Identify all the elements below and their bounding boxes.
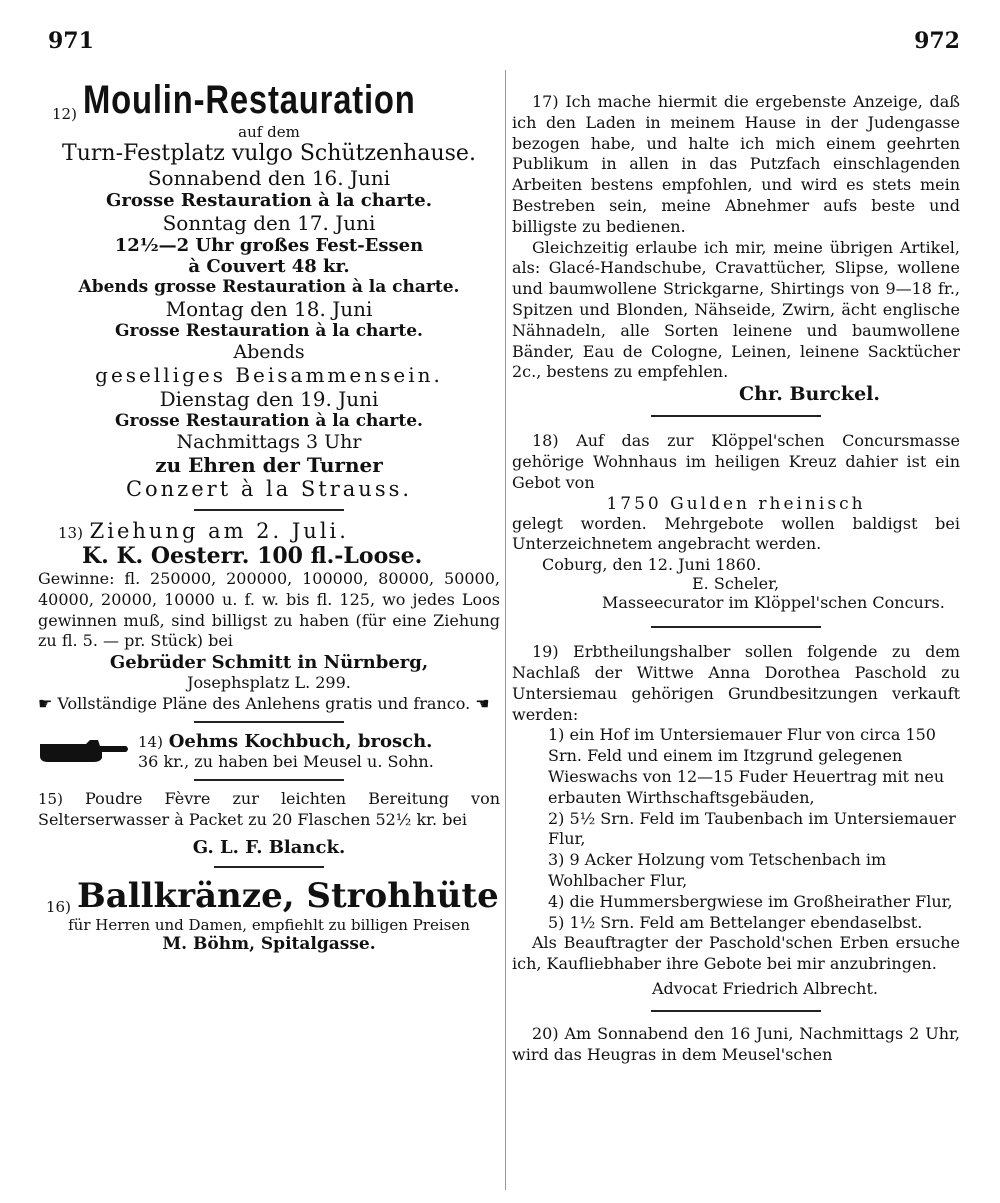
ad-amount: 1750 Gulden rheinisch (606, 493, 866, 514)
ad-paragraph: 19) Erbtheilungshalber sollen folgende zu dem Nachlaß der Wittwe Anna Dorothea Paschold zu Untersiemau gehörigen Grundbesitzungen verkauft werden: (512, 642, 960, 724)
ad-paragraph: Als Beauftragter der Paschold'schen Erben ersuche ich, Kaufliebhaber ihre Gebote bei mir anzubringen. (512, 933, 960, 974)
list-item: 1) ein Hof im Untersiemauer Flur von circa 150 Srn. Feld und einem im Itzgrund gelegenen Wieswachs von 12—15 Fuder Heuertrag mit neu erbauten Wirthschaftsgebäuden, (548, 725, 945, 807)
ad-line: 36 kr., zu haben bei Meusel u. Sohn. (138, 752, 434, 772)
list-item: 4) die Hummersbergwiese im Großheirather Flur, (548, 891, 953, 911)
ad-19 (512, 642, 960, 998)
seller-name: G. L. F. Blanck. (192, 836, 346, 858)
ad-18 (512, 431, 960, 612)
seller-address: Josephsplatz L. 299. (187, 673, 351, 693)
ad-number: 13) (58, 524, 83, 542)
ad-17 (512, 92, 960, 405)
ad-note: Vollständige Pläne des Anlehens gratis und franco. (57, 694, 471, 714)
ad-line: Montag den 18. Juni (165, 297, 373, 321)
ad-line: Dienstag den 19. Juni (159, 387, 379, 411)
ad-heading: Ziehung am 2. Juli. (89, 519, 349, 543)
ad-16 (38, 876, 500, 954)
ad-paragraph: gelegt worden. Mehrgebote wollen baldigst bei Unterzeichnetem angebracht werden. (512, 513, 960, 554)
ad-signature: E. Scheler, (692, 574, 780, 594)
ad-number: 14) (138, 733, 163, 752)
ad-line: à Couvert 48 kr. (188, 256, 350, 277)
separator (214, 866, 324, 868)
ad-title: Moulin-Restauration (82, 78, 416, 122)
ad-line: Abends (233, 341, 305, 363)
ad-line: Conzert à la Strauss. (125, 477, 413, 501)
ad-signature: Advocat Friedrich Albrecht. (652, 978, 878, 998)
ad-paragraph: 18) Auf das zur Klöppel'schen Concursmasse gehörige Wohnhaus im heiligen Kreuz dahier ist ein Gebot von (512, 431, 960, 492)
ad-line: Sonnabend den 16. Juni (147, 166, 391, 190)
ad-20 (512, 1024, 960, 1066)
ad-line: auf dem (238, 123, 300, 141)
ad-number: 15) (38, 790, 63, 809)
left-column (38, 78, 500, 954)
list-item: 5) 1½ Srn. Feld am Bettelanger ebendaselbst. (548, 912, 923, 932)
separator (651, 1010, 821, 1012)
ad-subheading: K. K. Oesterr. 100 fl.-Loose. (82, 543, 423, 569)
ad-body: Gewinne: fl. 250000, 200000, 100000, 80000, 50000, 40000, 20000, 10000 u. f. w. bis fl. 125, wo jedes Loos gewinnen muß, sind billigst zu haben (für eine Ziehung zu fl. 5. — pr. Stück) bei (38, 569, 500, 651)
list-item: 2) 5½ Srn. Feld im Taubenbach im Untersiemauer Flur, (548, 808, 956, 849)
seller-name: Gebrüder Schmitt in Nürnberg, (109, 652, 429, 674)
ad-paragraph: 17) Ich mache hiermit die ergebenste Anzeige, daß ich den Laden in meinem Hause in der Judengasse bezogen habe, und halte ich mich einem geehrten Publikum in allen in das Putzfach einschlagenden Arbeiten bestens empfohlen, und wird es stets mein Bestreben sein, meine Abnehmer aufs beste und billigste zu bedienen. (512, 92, 960, 236)
pointing-hand-icon (38, 738, 130, 764)
ad-line: Oehms Kochbuch, brosch. (168, 731, 433, 753)
ad-14 (38, 731, 500, 771)
ad-number: 16) (46, 897, 71, 916)
ad-12 (38, 78, 500, 501)
ad-line: Grosse Restauration à la charte. (115, 321, 423, 341)
ad-paragraph: 20) Am Sonnabend den 16 Juni, Nachmittags 2 Uhr, wird das Heugras in dem Meusel'schen (512, 1023, 960, 1064)
ad-number: 12) (52, 105, 77, 123)
right-column (512, 92, 960, 1065)
page-number-left: 971 (48, 28, 94, 54)
separator (651, 415, 821, 417)
list-item: 3) 9 Acker Holzung vom Tetschenbach im Wohlbacher Flur, (548, 850, 887, 890)
separator (194, 509, 344, 511)
ad-line: Grosse Restauration à la charte. (105, 190, 433, 211)
property-list (512, 725, 960, 933)
ad-13 (38, 519, 500, 713)
ad-line: für Herren und Damen, empfiehlt zu billigen Preisen (68, 915, 470, 934)
column-divider (505, 70, 506, 1190)
ad-line: Abends grosse Restauration à la charte. (78, 277, 460, 297)
ad-line: Grosse Restauration à la charte. (115, 411, 423, 431)
ad-line: M. Böhm, Spitalgasse. (162, 933, 376, 954)
separator (194, 721, 344, 723)
ad-line: Nachmittags 3 Uhr (176, 431, 362, 453)
separator (651, 626, 821, 628)
ad-15 (38, 789, 500, 858)
ad-line: Turn-Festplatz vulgo Schützenhause. (62, 141, 476, 166)
place-date: Coburg, den 12. Juni 1860. (542, 555, 762, 575)
separator (194, 779, 344, 781)
ad-title: Ballkränze, Strohhüte (76, 875, 499, 916)
ad-signature-role: Masseecurator im Klöppel'schen Concurs. (602, 593, 945, 613)
pointing-hand-icon: ☛ (38, 694, 53, 714)
ad-line: geselliges Beisammensein. (95, 363, 443, 387)
pointing-hand-icon: ☚ (475, 694, 490, 714)
ad-body: Poudre Fèvre zur leichten Bereitung von Selterserwasser à Packet zu 20 Flaschen 52½ kr. bei (38, 789, 501, 829)
ad-signature: Chr. Burckel. (739, 383, 880, 406)
ad-paragraph: Gleichzeitig erlaube ich mir, meine übrigen Artikel, als: Glacé-Handschube, Cravattücher, Slipse, wollene und baumwollene Strickgarne, Shirtings von 9—18 fr., Spitzen und Blonden, Nähseide, Zwirn, ächt englische Nähnadeln, alle Sorten leinene und baumwollene Bänder, Eau de Cologne, Leinen, leinene Sacktücher 2c., bestens zu empfehlen. (512, 237, 960, 382)
page-number-right: 972 (914, 28, 960, 54)
ad-line: Sonntag den 17. Juni (162, 211, 376, 235)
ad-line: zu Ehren der Turner (155, 453, 383, 477)
ad-line: 12½—2 Uhr großes Fest-Essen (114, 235, 424, 256)
